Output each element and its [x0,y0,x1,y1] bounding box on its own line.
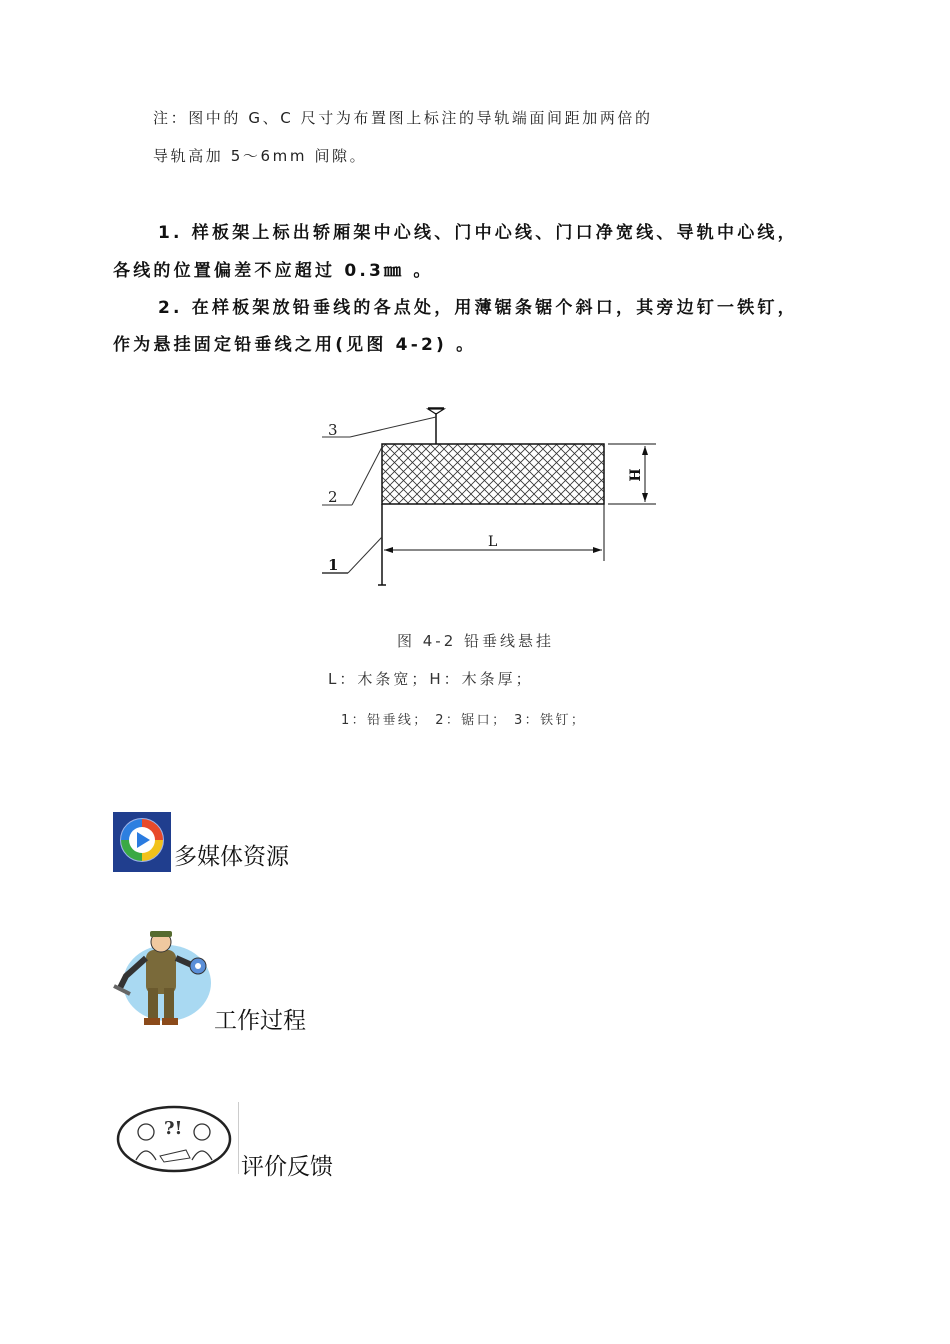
figure-caption: 图 4-2 铅垂线悬挂 [397,632,555,650]
callout-2: 2 [328,488,338,506]
paragraph-2-line-2: 作为悬挂固定铅垂线之用(见图 4-2) 。 [113,335,477,355]
svg-text:?!: ?! [164,1118,183,1139]
paragraph-2-line-1: 2. 在样板架放铅垂线的各点处，用薄锯条锯个斜口，其旁边钉一铁钉， [158,298,798,318]
paragraph-1-line-2: 各线的位置偏差不应超过 0.3㎜ 。 [113,261,434,281]
dimension-L [384,504,604,561]
section-title-multimedia[interactable]: 多媒体资源 [174,844,289,870]
section-title-evaluation[interactable]: 评价反馈 [241,1154,333,1180]
section-title-work-process[interactable]: 工作过程 [214,1008,306,1034]
dimension-H-label: H [628,468,644,482]
figure-legend-line-2: 1：铅垂线； 2：锯口； 3：铁钉； [341,713,587,728]
iron-nail [428,408,444,444]
note-line-2: 导轨高加 5～6mm 间隙。 [153,147,368,165]
figure-legend-line-1: L：木条宽；H：木条厚； [328,670,534,688]
dimension-L-label: L [488,534,498,550]
discussion-clipart-icon [116,1104,236,1172]
paragraph-1-line-1: 1. 样板架上标出轿厢架中心线、门中心线、门口净宽线、导轨中心线， [158,223,798,243]
note-line-1: 注：图中的 G、C 尺寸为布置图上标注的导轨端面间距加两倍的 [153,109,653,127]
callout-1: 1 [328,556,339,574]
plumb-line-figure [300,395,680,595]
worker-clipart-icon [112,928,212,1028]
plumb-line [378,504,386,585]
wooden-strip [382,444,604,504]
callout-3: 3 [328,421,338,439]
media-player-icon[interactable] [113,812,171,872]
